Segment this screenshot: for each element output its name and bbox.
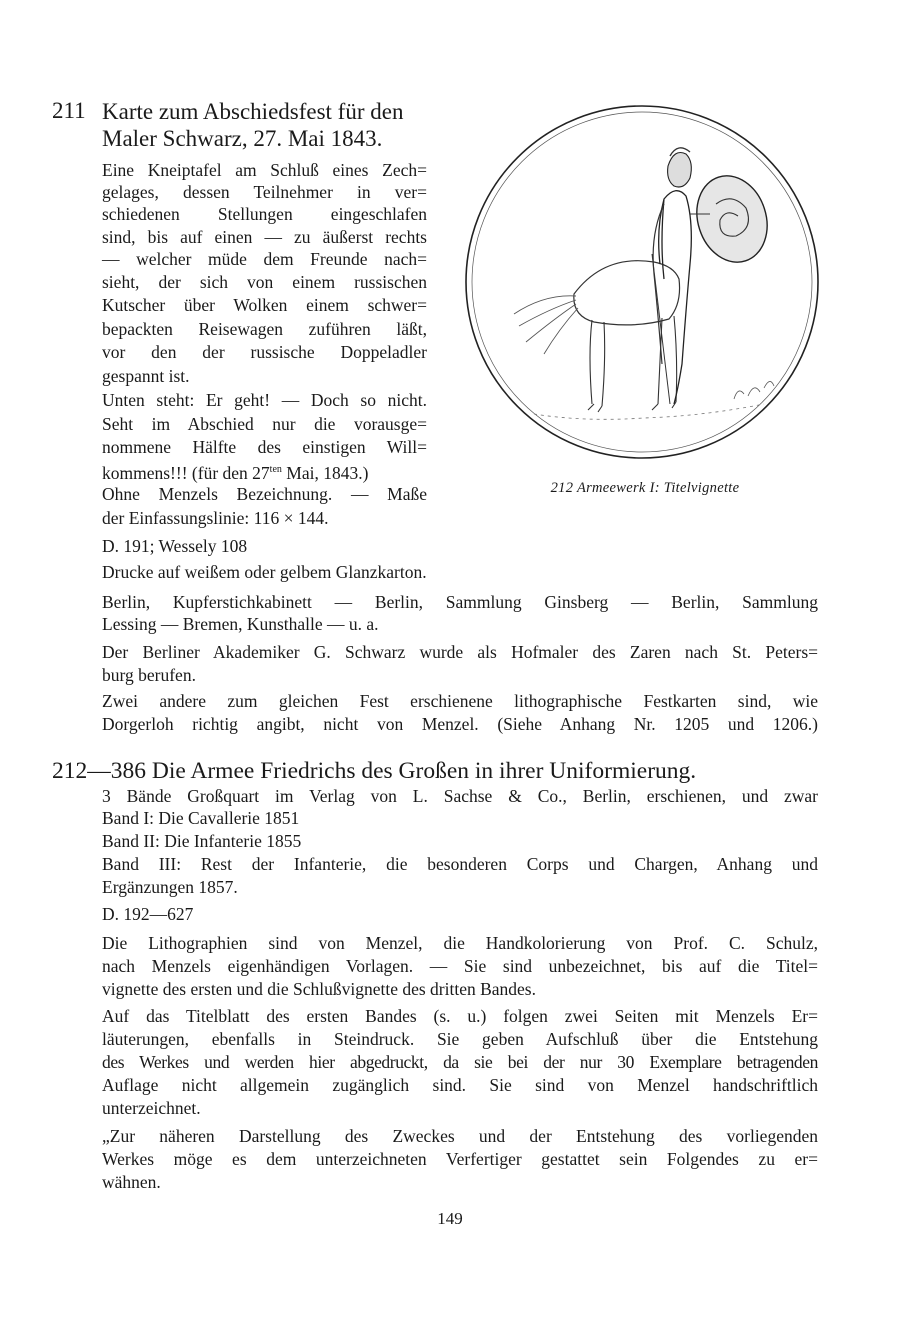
entry-212-para: unterzeichnet. xyxy=(102,1098,201,1118)
entry-211-desc-line: Seht im Abschied nur die vorausge= xyxy=(102,414,427,434)
centaur-medallion-illustration xyxy=(464,104,820,460)
entry-211-desc-line: Kutscher über Wolken einem schwer= xyxy=(102,295,427,315)
date-text: kommens!!! (für den 27 xyxy=(102,463,270,483)
entry-211-desc-line: — welcher müde dem Freunde nach= xyxy=(102,249,427,269)
entry-212-intro-line: Band II: Die Infanterie 1855 xyxy=(102,831,302,851)
entry-212-para: Werkes möge es dem unterzeichneten Verfertiger gestattet sein Folgendes zu er= xyxy=(102,1149,818,1169)
entry-211-desc-line: gelages, dessen Teilnehmer in ver= xyxy=(102,182,427,202)
entry-211-para: Der Berliner Akademiker G. Schwarz wurde als Hofmaler des Zaren nach St. Peters= xyxy=(102,642,818,662)
superscript: ten xyxy=(269,464,282,475)
entry-211-number: 211 xyxy=(52,98,86,123)
figure-caption: 212 Armeewerk I: Titelvignette xyxy=(550,480,740,496)
entry-212-reference: D. 192—627 xyxy=(102,904,194,924)
entry-211-desc-line: Unten steht: Er geht! — Doch so nicht. xyxy=(102,390,427,410)
date-tail: Mai, 1843.) xyxy=(281,463,369,483)
entry-211-desc-line-date xyxy=(102,459,368,484)
entry-212-intro-line: 3 Bände Großquart im Verlag von L. Sachse & Co., Berlin, erschienen, und zwar xyxy=(102,786,818,806)
entry-212-386-heading: 212—386 Die Armee Friedrichs des Großen in ihrer Uniformierung. xyxy=(52,758,697,784)
entry-211-para: Drucke auf weißem oder gelbem Glanzkarton. xyxy=(102,562,427,582)
centaur-medallion-icon xyxy=(464,104,820,460)
entry-211-title-line-2: Maler Schwarz, 27. Mai 1843. xyxy=(102,126,383,151)
entry-211-para: Dorgerloh richtig angibt, nicht von Menzel. (Siehe Anhang Nr. 1205 und 1206.) xyxy=(102,714,818,734)
entry-212-para: nach Menzels eigenhändigen Vorlagen. — Sie sind unbezeichnet, bis auf die Titel= xyxy=(102,956,818,976)
entry-211-title-line-1: Karte zum Abschiedsfest für den xyxy=(102,99,404,124)
entry-211-desc-line: der Einfassungslinie: 116 × 144. xyxy=(102,508,329,528)
entry-212-para: des Werkes und werden hier abgedruckt, da sie bei der nur 30 Exemplare betragenden xyxy=(102,1052,818,1072)
entry-211-para: Lessing — Bremen, Kunsthalle — u. a. xyxy=(102,614,379,634)
entry-211-desc-line: sieht, der sich von einem russischen xyxy=(102,272,427,292)
entry-211-desc-line: sind, bis auf einen — zu äußerst rechts xyxy=(102,227,427,247)
entry-212-para: Auf das Titelblatt des ersten Bandes (s. u.) folgen zwei Seiten mit Menzels Er= xyxy=(102,1006,818,1026)
entry-211-desc-line: gespannt ist. xyxy=(102,366,190,386)
entry-211-desc-line: nommene Hälfte des einstigen Will= xyxy=(102,437,427,457)
entry-211-desc-line: vor den der russische Doppeladler xyxy=(102,342,427,362)
entry-212-para: „Zur näheren Darstellung des Zweckes und der Entstehung des vorliegenden xyxy=(102,1126,818,1146)
entry-212-para: wähnen. xyxy=(102,1172,161,1192)
entry-212-para: Auflage nicht allgemein zugänglich sind. Sie sind von Menzel handschriftlich xyxy=(102,1075,818,1095)
entry-212-intro-line: Band I: Die Cavallerie 1851 xyxy=(102,808,300,828)
entry-211-para: Zwei andere zum gleichen Fest erschienene lithographische Festkarten sind, wie xyxy=(102,691,818,711)
entry-212-para: läuterungen, ebenfalls in Steindruck. Sie geben Aufschluß über die Entstehung xyxy=(102,1029,818,1049)
entry-211-desc-line: schiedenen Stellungen eingeschlafen xyxy=(102,204,427,224)
page-number: 149 xyxy=(437,1209,463,1228)
entry-211-para: burg berufen. xyxy=(102,665,196,685)
entry-211-reference: D. 191; Wessely 108 xyxy=(102,536,248,556)
entry-212-intro-line: Ergänzungen 1857. xyxy=(102,877,238,897)
entry-211-desc-line: bepackten Reisewagen zuführen läßt, xyxy=(102,319,427,339)
entry-212-para: vignette des ersten und die Schlußvignette des dritten Bandes. xyxy=(102,979,536,999)
entry-212-intro-line: Band III: Rest der Infanterie, die besonderen Corps und Chargen, Anhang und xyxy=(102,854,818,874)
entry-211-para: Berlin, Kupferstichkabinett — Berlin, Sammlung Ginsberg — Berlin, Sammlung xyxy=(102,592,818,612)
entry-211-desc-line: Ohne Menzels Bezeichnung. — Maße xyxy=(102,484,427,504)
entry-212-para: Die Lithographien sind von Menzel, die Handkolorierung von Prof. C. Schulz, xyxy=(102,933,818,953)
entry-211-desc-line: Eine Kneiptafel am Schluß eines Zech= xyxy=(102,160,427,180)
